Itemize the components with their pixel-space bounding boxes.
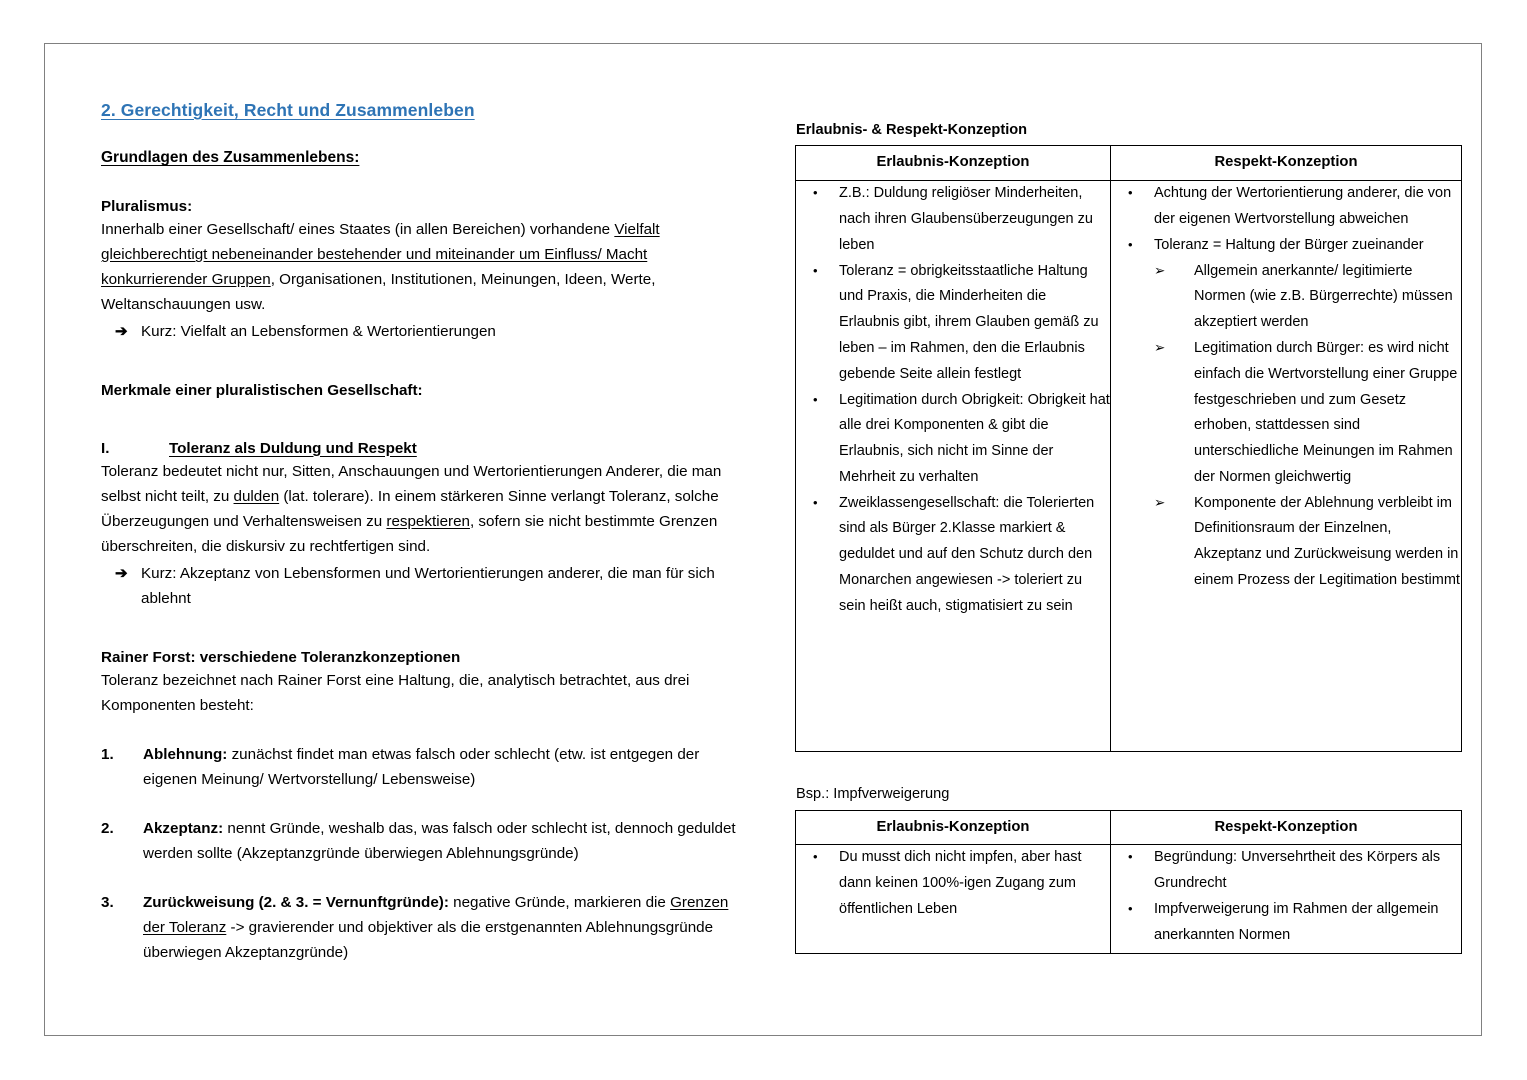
- numbered-item-3: [101, 891, 746, 966]
- section-I-title: Toleranz als Duldung und Respekt: [169, 439, 417, 457]
- table1-erlaubnis-list: [796, 181, 1110, 620]
- table-erlaubnis-respekt-konzeption: [795, 145, 1462, 752]
- numbered-item-1-body: zunächst findet man etwas falsch oder schlecht (etw. ist entgegen der eigenen Meinung/ Wertvorstellung/ Lebensweise): [143, 746, 700, 788]
- numbered-item-3-underlined: Grenzen der Toleranz: [143, 893, 729, 936]
- rainer-forst-intro: Toleranz bezeichnet nach Rainer Forst eine Haltung, die, analytisch betrachtet, aus drei Komponenten besteht:: [101, 672, 690, 715]
- numbered-item-1-label: Ablehnung:: [143, 746, 228, 764]
- table2-header-row: [796, 810, 1462, 845]
- pluralismus-text-part1: Innerhalb einer Gesellschaft/ eines Staates (in allen Bereichen) vorhandene: [101, 221, 615, 239]
- table1-header-erlaubnis: Erlaubnis-Konzeption: [796, 146, 1111, 181]
- bullet-dot-icon: •: [1128, 849, 1133, 865]
- bullet-dot-icon: •: [813, 494, 818, 510]
- section-heading-grundlagen: Grundlagen des Zusammenlebens:: [101, 148, 360, 166]
- table1-respekt-list: [1111, 181, 1461, 258]
- table1-header-row: [796, 146, 1462, 181]
- toleranz-underlined-dulden: dulden: [233, 488, 280, 506]
- pluralismus-paragraph: [101, 218, 746, 318]
- list-item-text: Toleranz = obrigkeitsstaatliche Haltung und Praxis, die Minderheiten die Erlaubnis gibt, ihrem Glauben gemäß zu leben – im Rahmen, den die Erlaubnis gebende Seite allein festlegt: [839, 262, 1099, 382]
- table2-erlaubnis-list: [796, 845, 1110, 922]
- table2-header-respekt: Respekt-Konzeption: [1111, 810, 1462, 845]
- list-item: [796, 259, 1110, 388]
- page-title: 2. Gerechtigkeit, Recht und Zusammenleben: [101, 100, 475, 120]
- sub-list-item-text: Allgemein anerkannte/ legitimierte Normen (wie z.B. Bürgerrechte) müssen akzeptiert werden: [1194, 262, 1453, 331]
- bullet-dot-icon: •: [813, 262, 818, 278]
- toleranz-paragraph: [101, 460, 746, 560]
- right-column: [795, 120, 1460, 954]
- arrow-right-icon: ➔: [115, 564, 128, 582]
- table2-cell-erlaubnis: [796, 845, 1111, 954]
- table1-header-respekt: Respekt-Konzeption: [1111, 146, 1462, 181]
- numbered-item-2: [101, 817, 746, 867]
- numbered-item-3-marker: 3.: [101, 893, 114, 911]
- arrow-bullet-text: Kurz: Akzeptanz von Lebensformen und Wertorientierungen anderer, die man für sich ablehnt: [141, 564, 715, 607]
- bullet-dot-icon: •: [1128, 236, 1133, 252]
- subheading-merkmale: Merkmale einer pluralistischen Gesellschaft:: [101, 381, 423, 399]
- list-item-text: Impfverweigerung im Rahmen der allgemein anerkannten Normen: [1154, 900, 1439, 943]
- arrow-bullet-text: Kurz: Vielfalt an Lebensformen & Wertorientierungen: [141, 323, 496, 341]
- list-item-text: Toleranz = Haltung der Bürger zueinander: [1154, 236, 1424, 253]
- bullet-dot-icon: •: [1128, 900, 1133, 916]
- sub-list-item: [1111, 259, 1461, 336]
- subheading-rainer-forst: Rainer Forst: verschiedene Toleranzkonzeptionen: [101, 648, 461, 666]
- toleranz-underlined-respektieren: respektieren: [386, 512, 470, 530]
- sub-list-item: [1111, 336, 1461, 491]
- list-item: [1111, 845, 1461, 897]
- table1-cell-erlaubnis: [796, 181, 1111, 752]
- list-item: [796, 845, 1110, 922]
- numbered-item-2-body: nennt Gründe, weshalb das, was falsch oder schlecht ist, dennoch geduldet werden sollte (Akzeptanzgründe überwiegen Ablehnungsgründe): [143, 819, 736, 862]
- list-item-text: Begründung: Unversehrtheit des Körpers als Grundrecht: [1154, 849, 1441, 892]
- toleranz-text-b: (lat. tolerare). In einem stärkeren Sinne verlangt Toleranz, solche Überzeugungen und Verhaltensweisen zu: [101, 488, 719, 530]
- table-bsp-impfverweigerung: [795, 810, 1462, 955]
- table2-caption: Bsp.: Impfverweigerung: [796, 786, 950, 803]
- numbered-item-1-text: [143, 743, 746, 793]
- numbered-item-1: [101, 743, 746, 793]
- numbered-item-1-marker: 1.: [101, 746, 114, 764]
- arrowhead-bullet-icon: ➢: [1154, 494, 1166, 510]
- list-item: [796, 388, 1110, 491]
- section-I-number: I.: [101, 439, 110, 457]
- list-item: [1111, 233, 1461, 259]
- list-item-text: Achtung der Wertorientierung anderer, die von der eigenen Wertvorstellung abweichen: [1154, 185, 1452, 227]
- bullet-dot-icon: •: [813, 185, 818, 201]
- pluralismus-underlined: Vielfalt gleichberechtigt nebeneinander bestehender und miteinander um Einfluss/ Macht konkurrierender Gruppen: [101, 221, 660, 289]
- bullet-dot-icon: •: [813, 391, 818, 407]
- numbered-item-2-label: Akzeptanz:: [143, 819, 224, 837]
- toleranz-text-a: Toleranz bedeutet nicht nur, Sitten, Anschauungen und Wertorientierungen Anderer, die man selbst nicht teilt, zu: [101, 463, 722, 506]
- arrow-bullet-toleranz: [101, 562, 746, 612]
- section-I-heading: [101, 437, 746, 461]
- toleranz-text-c: , sofern sie nicht bestimmte Grenzen überschreiten, die diskursiv zu rechtfertigen sind.: [101, 512, 718, 555]
- left-column: [101, 100, 746, 965]
- numbered-item-3-body-a: negative Gründe, markieren die: [448, 893, 671, 911]
- table1-caption: Erlaubnis- & Respekt-Konzeption: [796, 122, 1028, 138]
- list-item-text: Legitimation durch Obrigkeit: Obrigkeit hat alle drei Komponenten & gibt die Erlaubnis, sich nicht im Sinne der Mehrheit zu verhalten: [839, 391, 1110, 485]
- table1-respekt-sublist: [1111, 259, 1461, 594]
- numbered-item-3-label: Zurückweisung (2. & 3. = Vernunftgründe):: [143, 893, 449, 911]
- bullet-dot-icon: •: [813, 849, 818, 865]
- subheading-pluralismus: Pluralismus:: [101, 197, 193, 215]
- numbered-item-2-marker: 2.: [101, 819, 114, 837]
- table2-cell-respekt: [1111, 845, 1462, 954]
- list-item: [1111, 897, 1461, 949]
- arrow-bullet-pluralismus: [101, 320, 746, 345]
- table1-cell-respekt: [1111, 181, 1462, 752]
- arrowhead-bullet-icon: ➢: [1154, 339, 1166, 355]
- pluralismus-text-part2: , Organisationen, Institutionen, Meinungen, Ideen, Werte, Weltanschauungen usw.: [101, 271, 656, 314]
- list-item-text: Z.B.: Duldung religiöser Minderheiten, nach ihren Glaubensüberzeugungen zu leben: [839, 185, 1093, 253]
- list-item: [796, 181, 1110, 258]
- table2-respekt-list: [1111, 845, 1461, 948]
- list-item: [796, 491, 1110, 620]
- arrowhead-bullet-icon: ➢: [1154, 262, 1166, 278]
- table2-body-row: [796, 845, 1462, 954]
- list-item-text: Du musst dich nicht impfen, aber hast dann keinen 100%-igen Zugang zum öffentlichen Leben: [839, 849, 1082, 917]
- arrow-right-icon: ➔: [115, 323, 128, 341]
- numbered-item-3-body-b: -> gravierender und objektiver als die erstgenannten Ablehnungsgründe überwiegen Akzeptanzgründe): [143, 918, 714, 961]
- numbered-item-2-text: [143, 817, 746, 867]
- bullet-dot-icon: •: [1128, 185, 1133, 201]
- table2-header-erlaubnis: Erlaubnis-Konzeption: [796, 810, 1111, 845]
- sub-list-item-text: Komponente der Ablehnung verbleibt im Definitionsraum der Einzelnen, Akzeptanz und Zurückweisung werden in einem Prozess der Legitimation bestimmt: [1194, 494, 1460, 589]
- sub-list-item-text: Legitimation durch Bürger: es wird nicht einfach die Wertvorstellung einer Gruppe festgeschrieben und zum Gesetz erhoben, stattdessen sind unterschiedliche Meinungen im Rahmen der Normen gleichwertig: [1194, 339, 1458, 485]
- list-item-text: Zweiklassengesellschaft: die Tolerierten sind als Bürger 2.Klasse markiert & geduldet und auf den Schutz durch den Monarchen angewiesen -> toleriert zu sein heißt auch, stigmatisiert zu sein: [839, 494, 1095, 614]
- numbered-item-3-text: [143, 891, 746, 966]
- document-page: [44, 43, 1482, 1036]
- table1-body-row: [796, 181, 1462, 752]
- list-item: [1111, 181, 1461, 233]
- sub-list-item: [1111, 491, 1461, 594]
